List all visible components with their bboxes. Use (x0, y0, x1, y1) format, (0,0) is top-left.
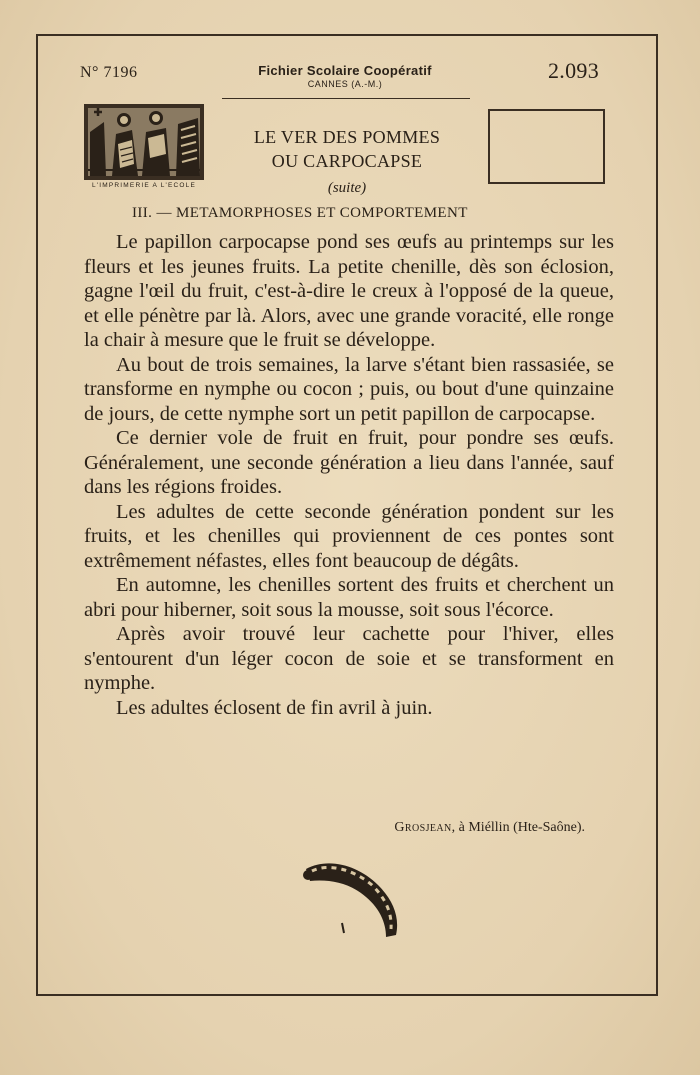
section-heading: III. — METAMORPHOSES ET COMPORTEMENT (132, 205, 468, 221)
signature (300, 820, 585, 836)
paragraph: En automne, les chenilles sortent des fruits et cherchent un abri pour hiberner, soit sous la mousse, soit sous l'écorce. (84, 574, 614, 621)
paragraph: Le papillon carpocapse pond ses œufs au printemps sur les fleurs et les jeunes fruits. La petite chenille, dès son éclosion, gagne l'œil du fruit, c'est-à-dire le creux à l'opposé de la queue, et elle pénètre par là. Alors, avec une grande voracité, elle ronge la chair à mesure que le fruit se développe. (84, 231, 614, 351)
paragraph: Ce dernier vole de fruit en fruit, pour pondre ses œufs. Généralement, une seconde génération a lieu dans l'année, sauf dans les régions froides. (84, 427, 614, 498)
card-title (222, 125, 472, 173)
paragraph: Les adultes de cette seconde génération pondent sur les fruits, et les chenilles qui proviennent de ces pontes sont extrêmement néfastes, elles font beaucoup de dégâts. (84, 500, 614, 572)
paragraph: Après avoir trouvé leur cachette pour l'hiver, elles s'entourent d'un léger cocon de soie et se transforment en nymphe. (84, 623, 614, 694)
title-line-2: OU CARPOCAPSE (271, 151, 423, 171)
publisher-name: Fichier Scolaire Coopératif (258, 63, 432, 78)
publisher-city: CANNES (A.-M.) (307, 79, 383, 89)
body-text (84, 230, 614, 720)
logo-caption: L'IMPRIMERIE A L'ECOLE (91, 182, 197, 189)
header-rule (222, 98, 470, 99)
caterpillar-icon (298, 855, 408, 945)
paragraph: Au bout de trois semaines, la larve s'étant bien rassasiée, se transforme en nymphe ou cocon ; puis, ou bout d'une quinzaine de jours, de cette nymphe sort un petit papillon de carpocapse. (84, 353, 614, 425)
printing-press-logo-icon (84, 104, 204, 180)
card-number: N° 7196 (80, 64, 138, 81)
signature-location: , à Miéllin (Hte-Saône). (451, 820, 585, 835)
title-suite: (suite) (327, 180, 367, 196)
classification-code: 2.093 (548, 58, 599, 83)
paragraph: Les adultes éclosent de fin avril à juin. (116, 696, 433, 719)
signature-author: Grosjean (394, 820, 452, 835)
stamp-box (488, 109, 605, 184)
title-line-1: LE VER DES POMMES (253, 127, 441, 147)
publisher-block (220, 63, 470, 89)
